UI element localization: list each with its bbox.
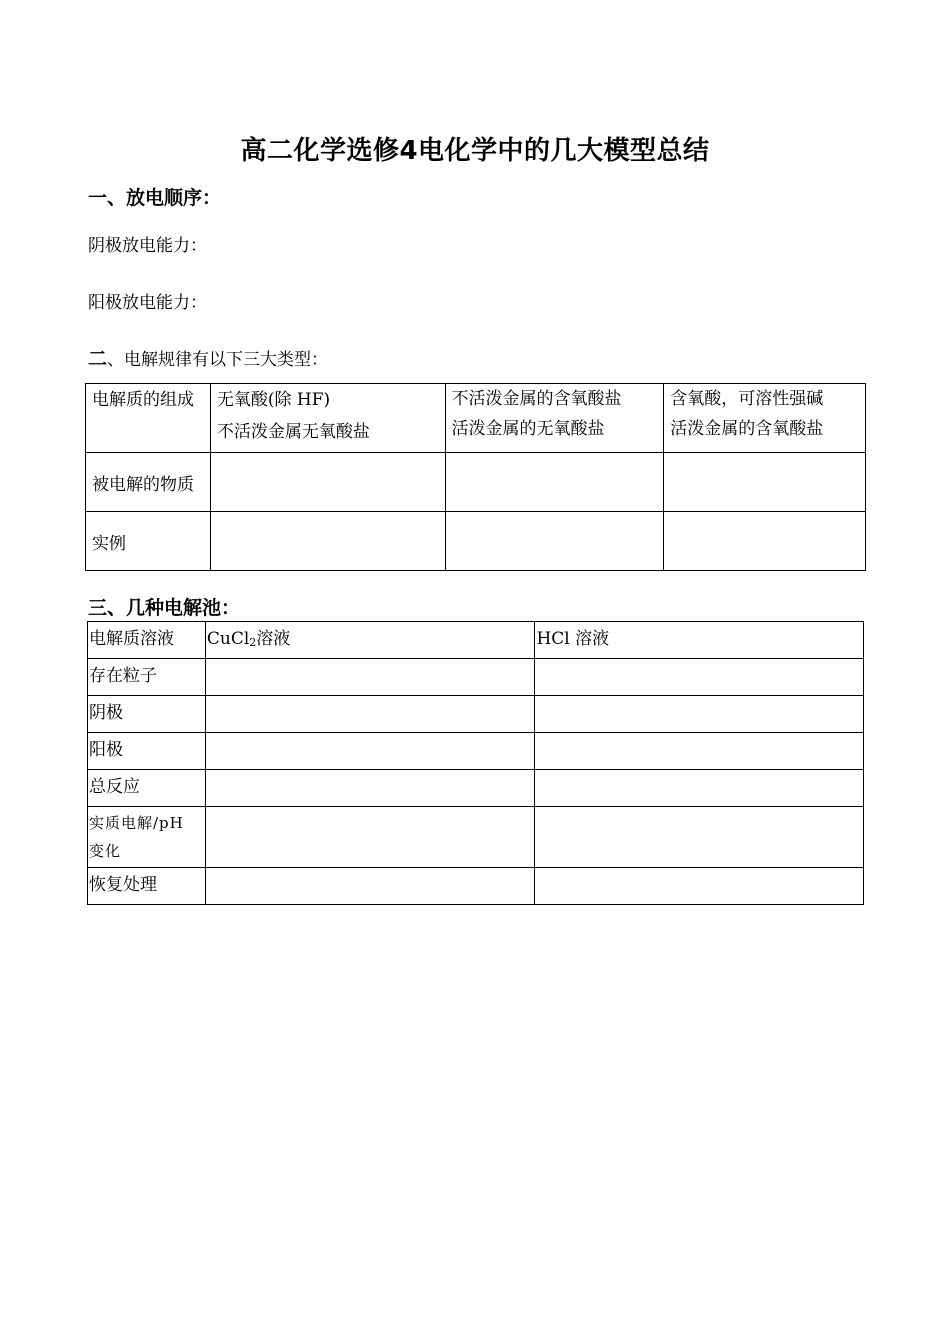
- table-row: [88, 622, 864, 659]
- table-row: [88, 807, 864, 868]
- table-cell: [535, 696, 864, 733]
- table-row: [88, 733, 864, 770]
- section3-heading: 三、几种电解池：: [88, 597, 241, 619]
- table-cell: [535, 770, 864, 807]
- table-cell: [535, 807, 864, 868]
- table-cell: 实质电解/pH 变化: [88, 807, 206, 868]
- anode-discharge-label: 阳极放电能力：: [88, 293, 207, 313]
- section2-heading-number: 二: [88, 348, 108, 370]
- table-row: [86, 453, 866, 512]
- section1-heading: 一、放电顺序：: [88, 187, 222, 209]
- electrolysis-rules-table: [85, 383, 866, 571]
- table-cell: [205, 807, 535, 868]
- table-cell: CuCl$_2$溶液: [205, 622, 535, 659]
- table-row: [86, 512, 866, 571]
- table-row: [88, 770, 864, 807]
- table-cell: [205, 733, 535, 770]
- table-cell: 被电解的物质: [86, 453, 211, 512]
- table-cell: 总反应: [88, 770, 206, 807]
- table-cell: [205, 868, 535, 905]
- table-cell: [535, 868, 864, 905]
- table-cell: [664, 453, 866, 512]
- table-cell: [205, 770, 535, 807]
- table-cell: 存在粒子: [88, 659, 206, 696]
- table-row: [88, 696, 864, 733]
- table-cell: 电解质溶液: [88, 622, 206, 659]
- table-cell: [535, 733, 864, 770]
- table-row: [88, 868, 864, 905]
- table-cell: [664, 512, 866, 571]
- cathode-discharge-label: 阴极放电能力：: [88, 236, 207, 256]
- table-cell: HCl 溶液: [535, 622, 864, 659]
- table-cell: 实例: [86, 512, 211, 571]
- table-cell: 阴极: [88, 696, 206, 733]
- table-cell: [445, 453, 664, 512]
- page-title: 高二化学选修4电化学中的几大模型总结: [240, 136, 710, 166]
- section2-heading-text: 、电解规律有以下三大类型：: [107, 350, 329, 370]
- table-cell: [205, 659, 535, 696]
- table-cell: 恢复处理: [88, 868, 206, 905]
- table-row: [86, 384, 866, 453]
- section2-heading: [88, 344, 328, 371]
- electrolytic-cells-table: [87, 621, 864, 905]
- table-cell: [535, 659, 864, 696]
- table-cell: [210, 453, 445, 512]
- table-row: [88, 659, 864, 696]
- table-cell: 电解质的组成: [86, 384, 211, 453]
- table-cell: [445, 512, 664, 571]
- table-cell: [210, 512, 445, 571]
- table-cell: 不活泼金属的含氧酸盐 活泼金属的无氧酸盐: [445, 384, 664, 453]
- table-cell: 含氧酸，可溶性强碱 活泼金属的含氧酸盐: [664, 384, 866, 453]
- table-cell: 无氧酸(除 HF) 不活泼金属无氧酸盐: [210, 384, 445, 453]
- table-cell: 阳极: [88, 733, 206, 770]
- table-cell: [205, 696, 535, 733]
